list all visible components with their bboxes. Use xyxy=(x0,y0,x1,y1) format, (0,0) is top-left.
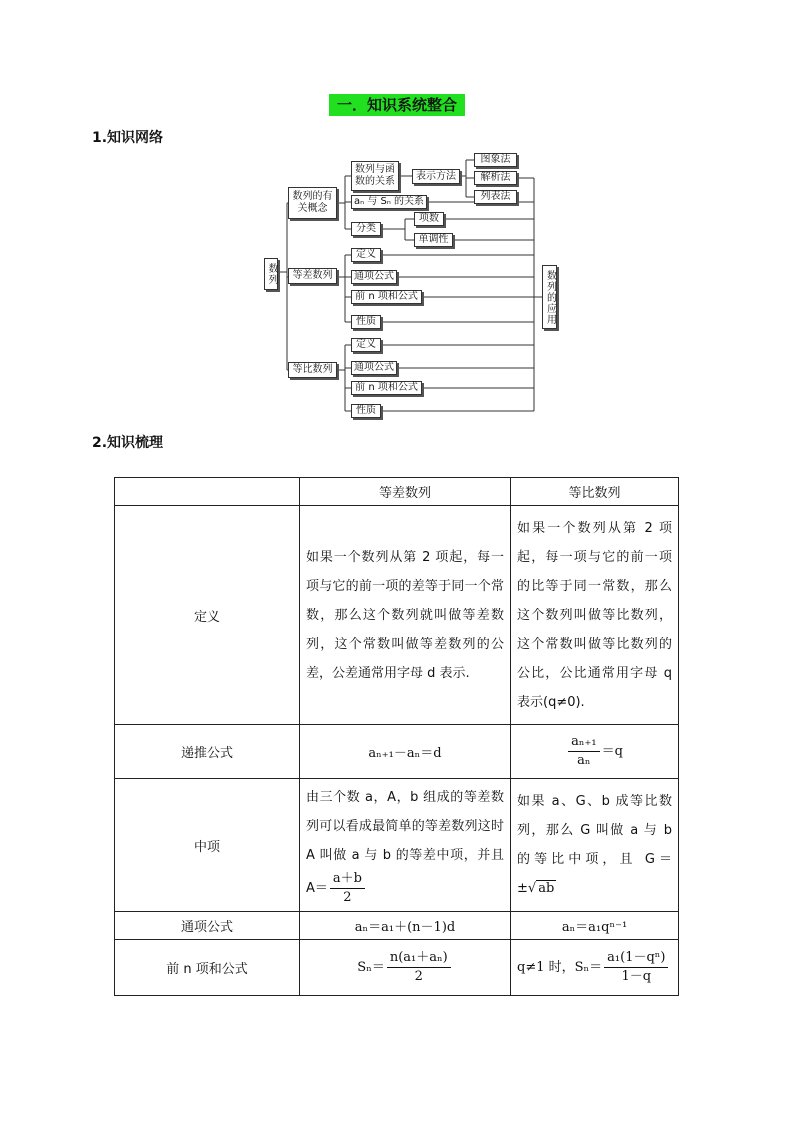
node-application: 数列的应用 xyxy=(542,265,557,329)
node-gp-sum: 前 n 项和公式 xyxy=(351,381,422,395)
gp-sum-num: a₁(1－qⁿ) xyxy=(604,949,668,968)
node-arithmetic: 等差数列 xyxy=(288,268,337,284)
table-row-sum xyxy=(115,940,679,996)
node-representation: 表示方法 xyxy=(412,169,460,184)
node-item-count: 项数 xyxy=(414,212,444,226)
table-row-definition xyxy=(115,506,679,725)
ap-middle-fraction xyxy=(330,870,365,907)
section2-heading: 2.知识梳理 xyxy=(92,435,164,451)
ap-middle-num: a＋b xyxy=(330,870,365,889)
node-list-method: 列表法 xyxy=(474,190,517,204)
section1-heading: 1.知识网络 xyxy=(92,130,164,146)
network-connectors xyxy=(0,0,794,480)
gp-sum-cond: q≠1 时，Sₙ＝ xyxy=(517,960,603,975)
knowledge-table xyxy=(114,477,679,996)
row-label-general: 通项公式 xyxy=(115,912,300,940)
cell-gp-general: aₙ＝a₁qⁿ⁻¹ xyxy=(511,912,679,940)
table-row-middle xyxy=(115,779,679,912)
node-function-relation: 数列与函数的关系 xyxy=(351,161,399,191)
node-ap-properties: 性质 xyxy=(351,315,381,329)
node-ap-definition: 定义 xyxy=(351,248,381,262)
cell-gp-definition: 如果一个数列从第 2 项起，每一项与它的前一项的比等于同一常数，那么这个数列叫做等比数列，这个常数叫做等比数列的公比，公比通常用字母 q 表示(q≠0). xyxy=(511,506,679,725)
gp-sum-den: 1－q xyxy=(621,969,652,984)
cell-ap-middle xyxy=(300,779,511,912)
row-label-middle: 中项 xyxy=(115,779,300,912)
node-an-sn-relation: aₙ 与 Sₙ 的关系 xyxy=(351,195,427,209)
gp-recurrence-fraction xyxy=(568,733,599,770)
node-geometric: 等比数列 xyxy=(288,362,337,378)
table-header-row xyxy=(115,478,679,506)
ap-sum-den: 2 xyxy=(414,969,423,984)
ap-sum-fraction xyxy=(387,949,451,986)
row-label-sum: 前 n 项和公式 xyxy=(115,940,300,996)
gp-middle-text: 如果 a、G、b 成等比数列，那么 G 叫做 a 与 b 的等比中项，且 G＝± xyxy=(517,794,672,896)
table-row-general xyxy=(115,912,679,940)
node-gp-definition: 定义 xyxy=(351,338,381,352)
node-ap-sum: 前 n 项和公式 xyxy=(351,290,422,304)
sqrt-symbol: √ xyxy=(527,881,537,896)
gp-sum-fraction xyxy=(604,949,668,986)
node-root: 数列 xyxy=(264,258,278,290)
cell-gp-middle xyxy=(511,779,679,912)
cell-gp-recurrence xyxy=(511,725,679,779)
node-gp-properties: 性质 xyxy=(351,404,381,418)
node-ap-general: 通项公式 xyxy=(351,270,397,284)
cell-ap-general: aₙ＝a₁＋(n－1)d xyxy=(300,912,511,940)
table-row-recurrence xyxy=(115,725,679,779)
gp-middle-sqrt: ab xyxy=(538,881,555,896)
header-arithmetic: 等差数列 xyxy=(300,478,511,506)
gp-recurrence-rhs: ＝q xyxy=(601,744,623,759)
ap-sum-lhs: Sₙ＝ xyxy=(357,960,385,975)
ap-middle-text: 由三个数 a，A，b 组成的等差数列可以看成最简单的等差数列这时 A 叫做 a 与 b 的等差中项，并且 A＝ xyxy=(306,790,504,896)
row-label-recurrence: 递推公式 xyxy=(115,725,300,779)
header-cell-empty xyxy=(115,478,300,506)
ap-sum-num: n(a₁＋aₙ) xyxy=(387,949,451,968)
gp-recurrence-den: aₙ xyxy=(577,753,591,768)
page-title: 一．知识系统整合 xyxy=(329,94,465,116)
cell-ap-definition: 如果一个数列从第 2 项起，每一项与它的前一项的差等于同一个常数，那么这个数列就叫做等差数列，这个常数叫做等差数列的公差，公差通常用字母 d 表示. xyxy=(300,506,511,725)
header-geometric: 等比数列 xyxy=(511,478,679,506)
node-classification: 分类 xyxy=(351,222,381,236)
cell-ap-sum xyxy=(300,940,511,996)
cell-gp-sum xyxy=(511,940,679,996)
node-gp-general: 通项公式 xyxy=(351,361,397,375)
ap-middle-den: 2 xyxy=(343,890,352,905)
node-analytic-method: 解析法 xyxy=(474,171,517,185)
gp-recurrence-num: aₙ₊₁ xyxy=(568,733,599,752)
node-graph-method: 图象法 xyxy=(474,153,517,167)
cell-ap-recurrence: aₙ₊₁－aₙ＝d xyxy=(300,725,511,779)
row-label-definition: 定义 xyxy=(115,506,300,725)
node-concept: 数列的有关概念 xyxy=(288,187,337,219)
node-monotonicity: 单调性 xyxy=(414,233,453,247)
